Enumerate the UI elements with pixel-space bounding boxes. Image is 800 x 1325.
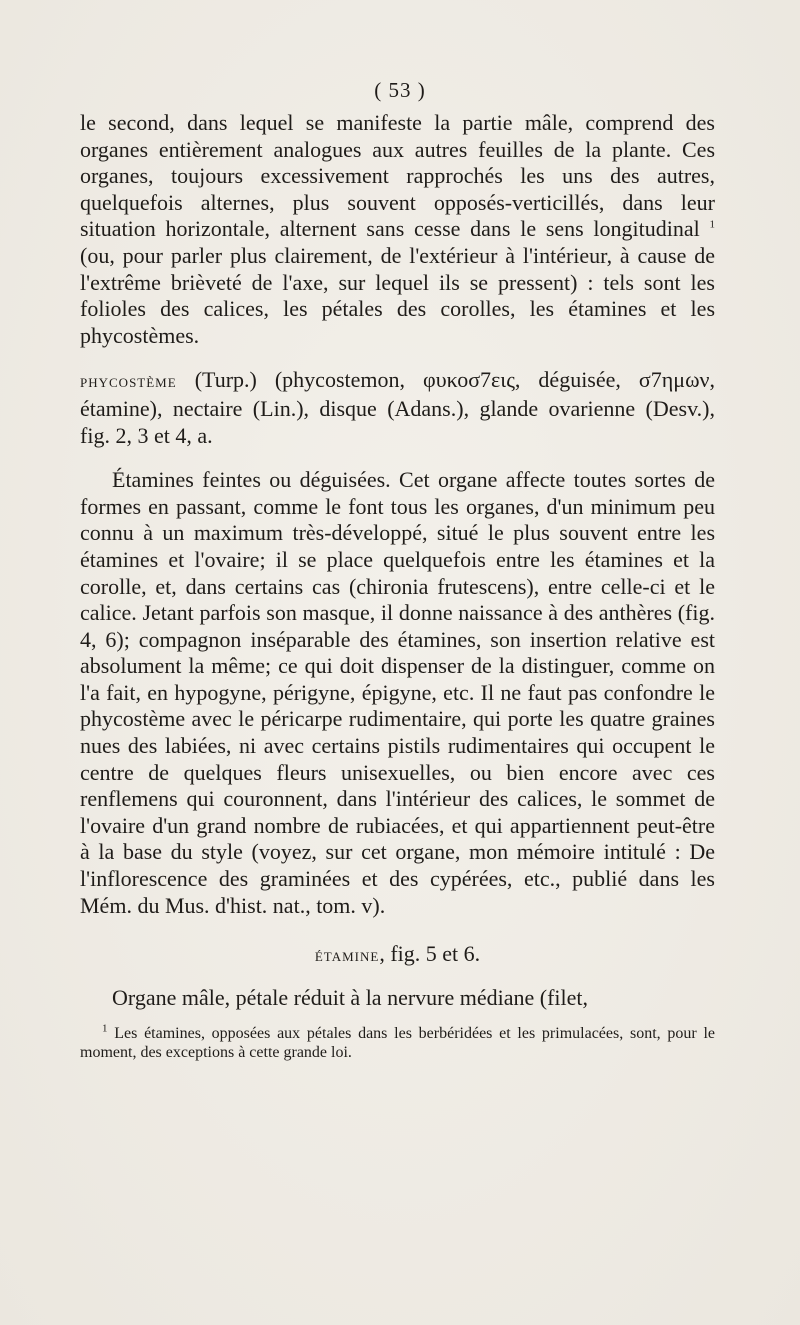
page-number: ( 53 ) (374, 78, 426, 102)
footnote-text: Les étamines, opposées aux pétales dans les berbéridées et les primulacées, sont, pour le moment, des exceptions à cette grande loi. (80, 1024, 715, 1061)
footnote-marker: 1 (102, 1022, 108, 1035)
heading-term: étamine (314, 945, 380, 967)
paragraph-3: Organe mâle, pétale réduit à la nervure médiane (filet, (112, 985, 589, 1011)
definition-entry (80, 367, 715, 449)
paragraph-continuation (80, 110, 715, 349)
page-body (80, 110, 715, 1062)
footnote (80, 1024, 715, 1062)
definition-text: (Turp.) (phycostemon, φυκοσ7εις, déguisée, σ7ημων, étamine), nectaire (Lin.), disque (Adans.), glande ovarienne (Desv.), fig. 2, 3 et 4, a. (80, 367, 715, 448)
footnote-reference: 1 (709, 219, 715, 232)
heading-text: , fig. 5 et 6. (379, 941, 481, 967)
paragraph-2: Étamines feintes ou déguisées. Cet organe affecte toutes sortes de formes en passant, comme le font tous les organes, d'un minimum peu connu à un maximum très-développé, situé le plus souvent entre les étamines et l'ovaire; il se place quelquefois entre les étamines et la corolle, et, dans certains cas (chironia frutescens), entre celle-ci et le calice. Jetant parfois son masque, il donne naissance à des anthères (fig. 4, 6); compagnon inséparable des étamines, son insertion relative est absolument la même; ce qui doit dispenser de la distinguer, comme on l'a fait, en hypogyne, périgyne, épigyne, etc. Il ne faut pas confondre le phycostème avec le péricarpe rudimentaire, qui porte les quatre graines nues des labiées, ni avec certains pistils rudimentaires qui occupent le centre de quelques fleurs unisexuelles, ou bien encore avec ces renflemens qui couronnent, dans l'intérieur des calices, le sommet de l'ovaire d'un grand nombre de rubiacées, et qui appartiennent peut-être à la base du style (voyez, sur cet organe, mon mémoire intitulé : De l'inflorescence des graminées et des cypérées, etc., publié dans les Mém. du Mus. d'hist. nat., tom. v). (80, 467, 715, 918)
section-heading (80, 941, 715, 967)
paragraph-1-text: le second, dans lequel se manifeste la partie mâle, comprend des organes entièrement analogues aux autres feuilles de la plante. Ces organes, toujours excessivement rapprochés les uns des autres, quelquefois alternes, plus souvent opposés-verticillés, dans leur situation horizontale, alternent sans cesse dans le sens longitudinal (80, 110, 715, 242)
definition-term: phycostème (80, 371, 177, 393)
paragraph-1-end: (ou, pour parler plus clairement, de l'extérieur à l'intérieur, à cause de l'extrême brièveté de l'axe, sur lequel ils se pressent) : tels sont les folioles des calices, les pétales des corolles, les étamines et les phycostèmes. (80, 242, 715, 348)
